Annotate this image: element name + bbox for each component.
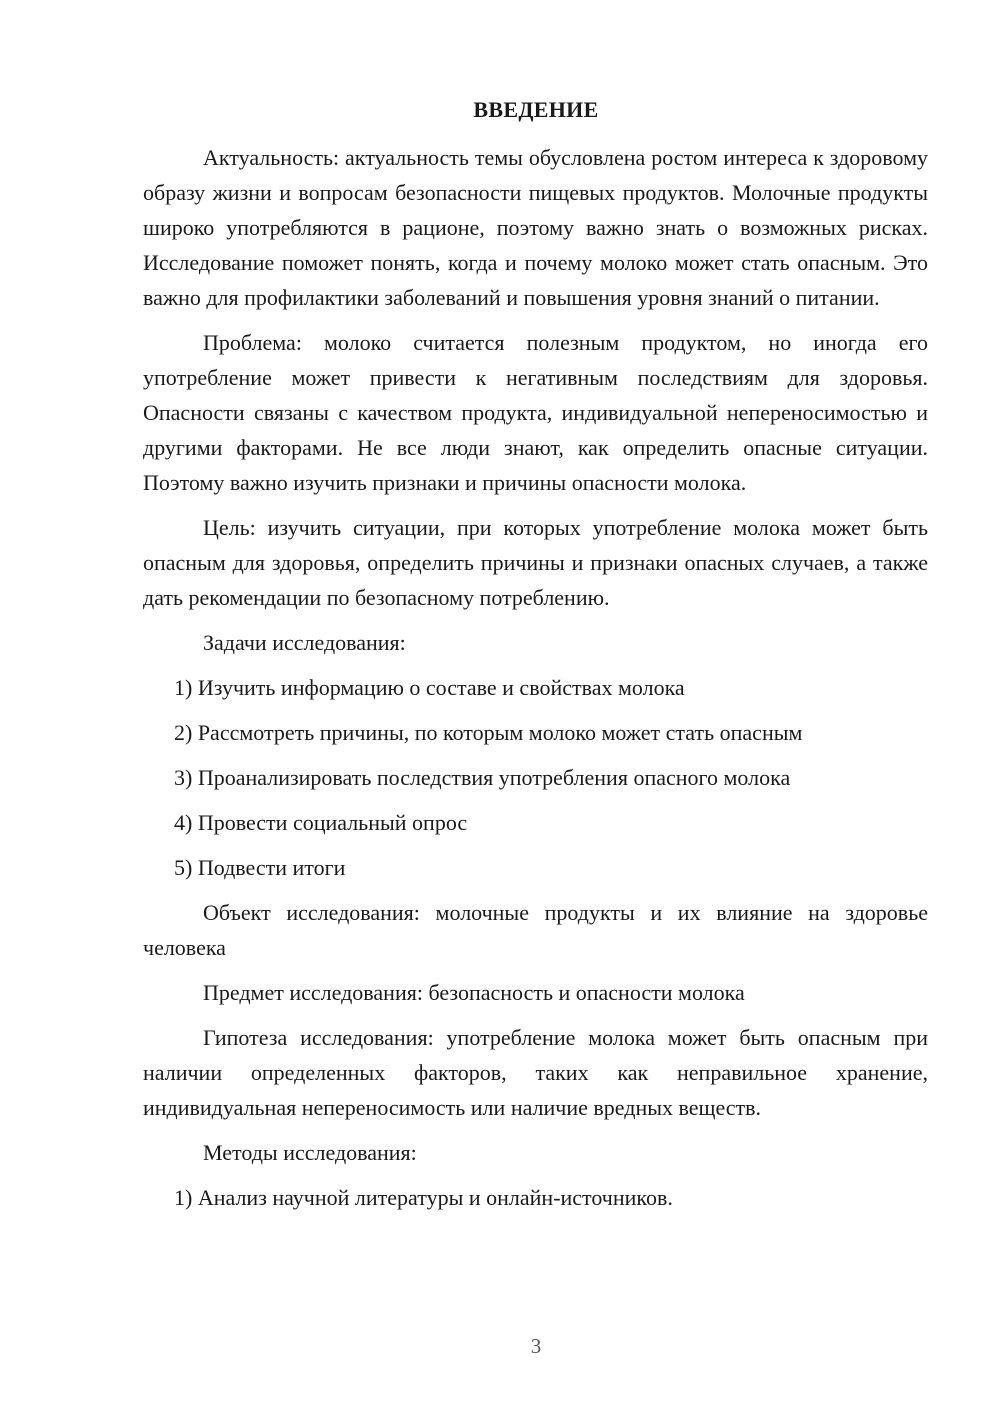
- task-item-2: 2) Рассмотреть причины, по которым молоко может стать опасным: [174, 720, 803, 745]
- task-item-1: 1) Изучить информацию о составе и свойствах молока: [174, 675, 685, 700]
- task-item-3: 3) Проанализировать последствия употребления опасного молока: [174, 765, 791, 790]
- method-item-1: 1) Анализ научной литературы и онлайн-источников.: [174, 1185, 673, 1210]
- tasks-heading: Задачи исследования:: [203, 630, 406, 655]
- object-paragraph: Объект исследования: молочные продукты и их влияние на здоровье человека: [143, 900, 928, 960]
- document-body: [143, 140, 928, 1225]
- task-item-5: 5) Подвести итоги: [174, 855, 346, 880]
- relevance-paragraph: Актуальность: актуальность темы обусловлена ростом интереса к здоровому образу жизни и вопросам безопасности пищевых продуктов. Молочные продукты широко употребляются в рационе, поэтому важно знать о возможных рисках. Исследование поможет понять, когда и почему молоко может стать опасным. Это важно для профилактики заболеваний и повышения уровня знаний о питании.: [143, 145, 928, 310]
- page-title: ВВЕДЕНИЕ: [473, 97, 599, 122]
- goal-paragraph: Цель: изучить ситуации, при которых употребление молока может быть опасным для здоровья, определить причины и признаки опасных случаев, а также дать рекомендации по безопасному потреблению.: [143, 515, 928, 610]
- methods-heading: Методы исследования:: [203, 1140, 417, 1165]
- page-number: 3: [530, 1334, 542, 1358]
- task-item-4: 4) Провести социальный опрос: [174, 810, 468, 835]
- subject-paragraph: Предмет исследования: безопасность и опасности молока: [203, 980, 745, 1005]
- problem-paragraph: Проблема: молоко считается полезным продуктом, но иногда его употребление может привести к негативным последствиям для здоровья. Опасности связаны с качеством продукта, индивидуальной непереносимостью и другими факторами. Не все люди знают, как определить опасные ситуации. Поэтому важно изучить признаки и причины опасности молока.: [143, 330, 928, 495]
- hypothesis-paragraph: Гипотеза исследования: употребление молока может быть опасным при наличии определенных факторов, таких как неправильное хранение, индивидуальная непереносимость или наличие вредных веществ.: [143, 1025, 928, 1120]
